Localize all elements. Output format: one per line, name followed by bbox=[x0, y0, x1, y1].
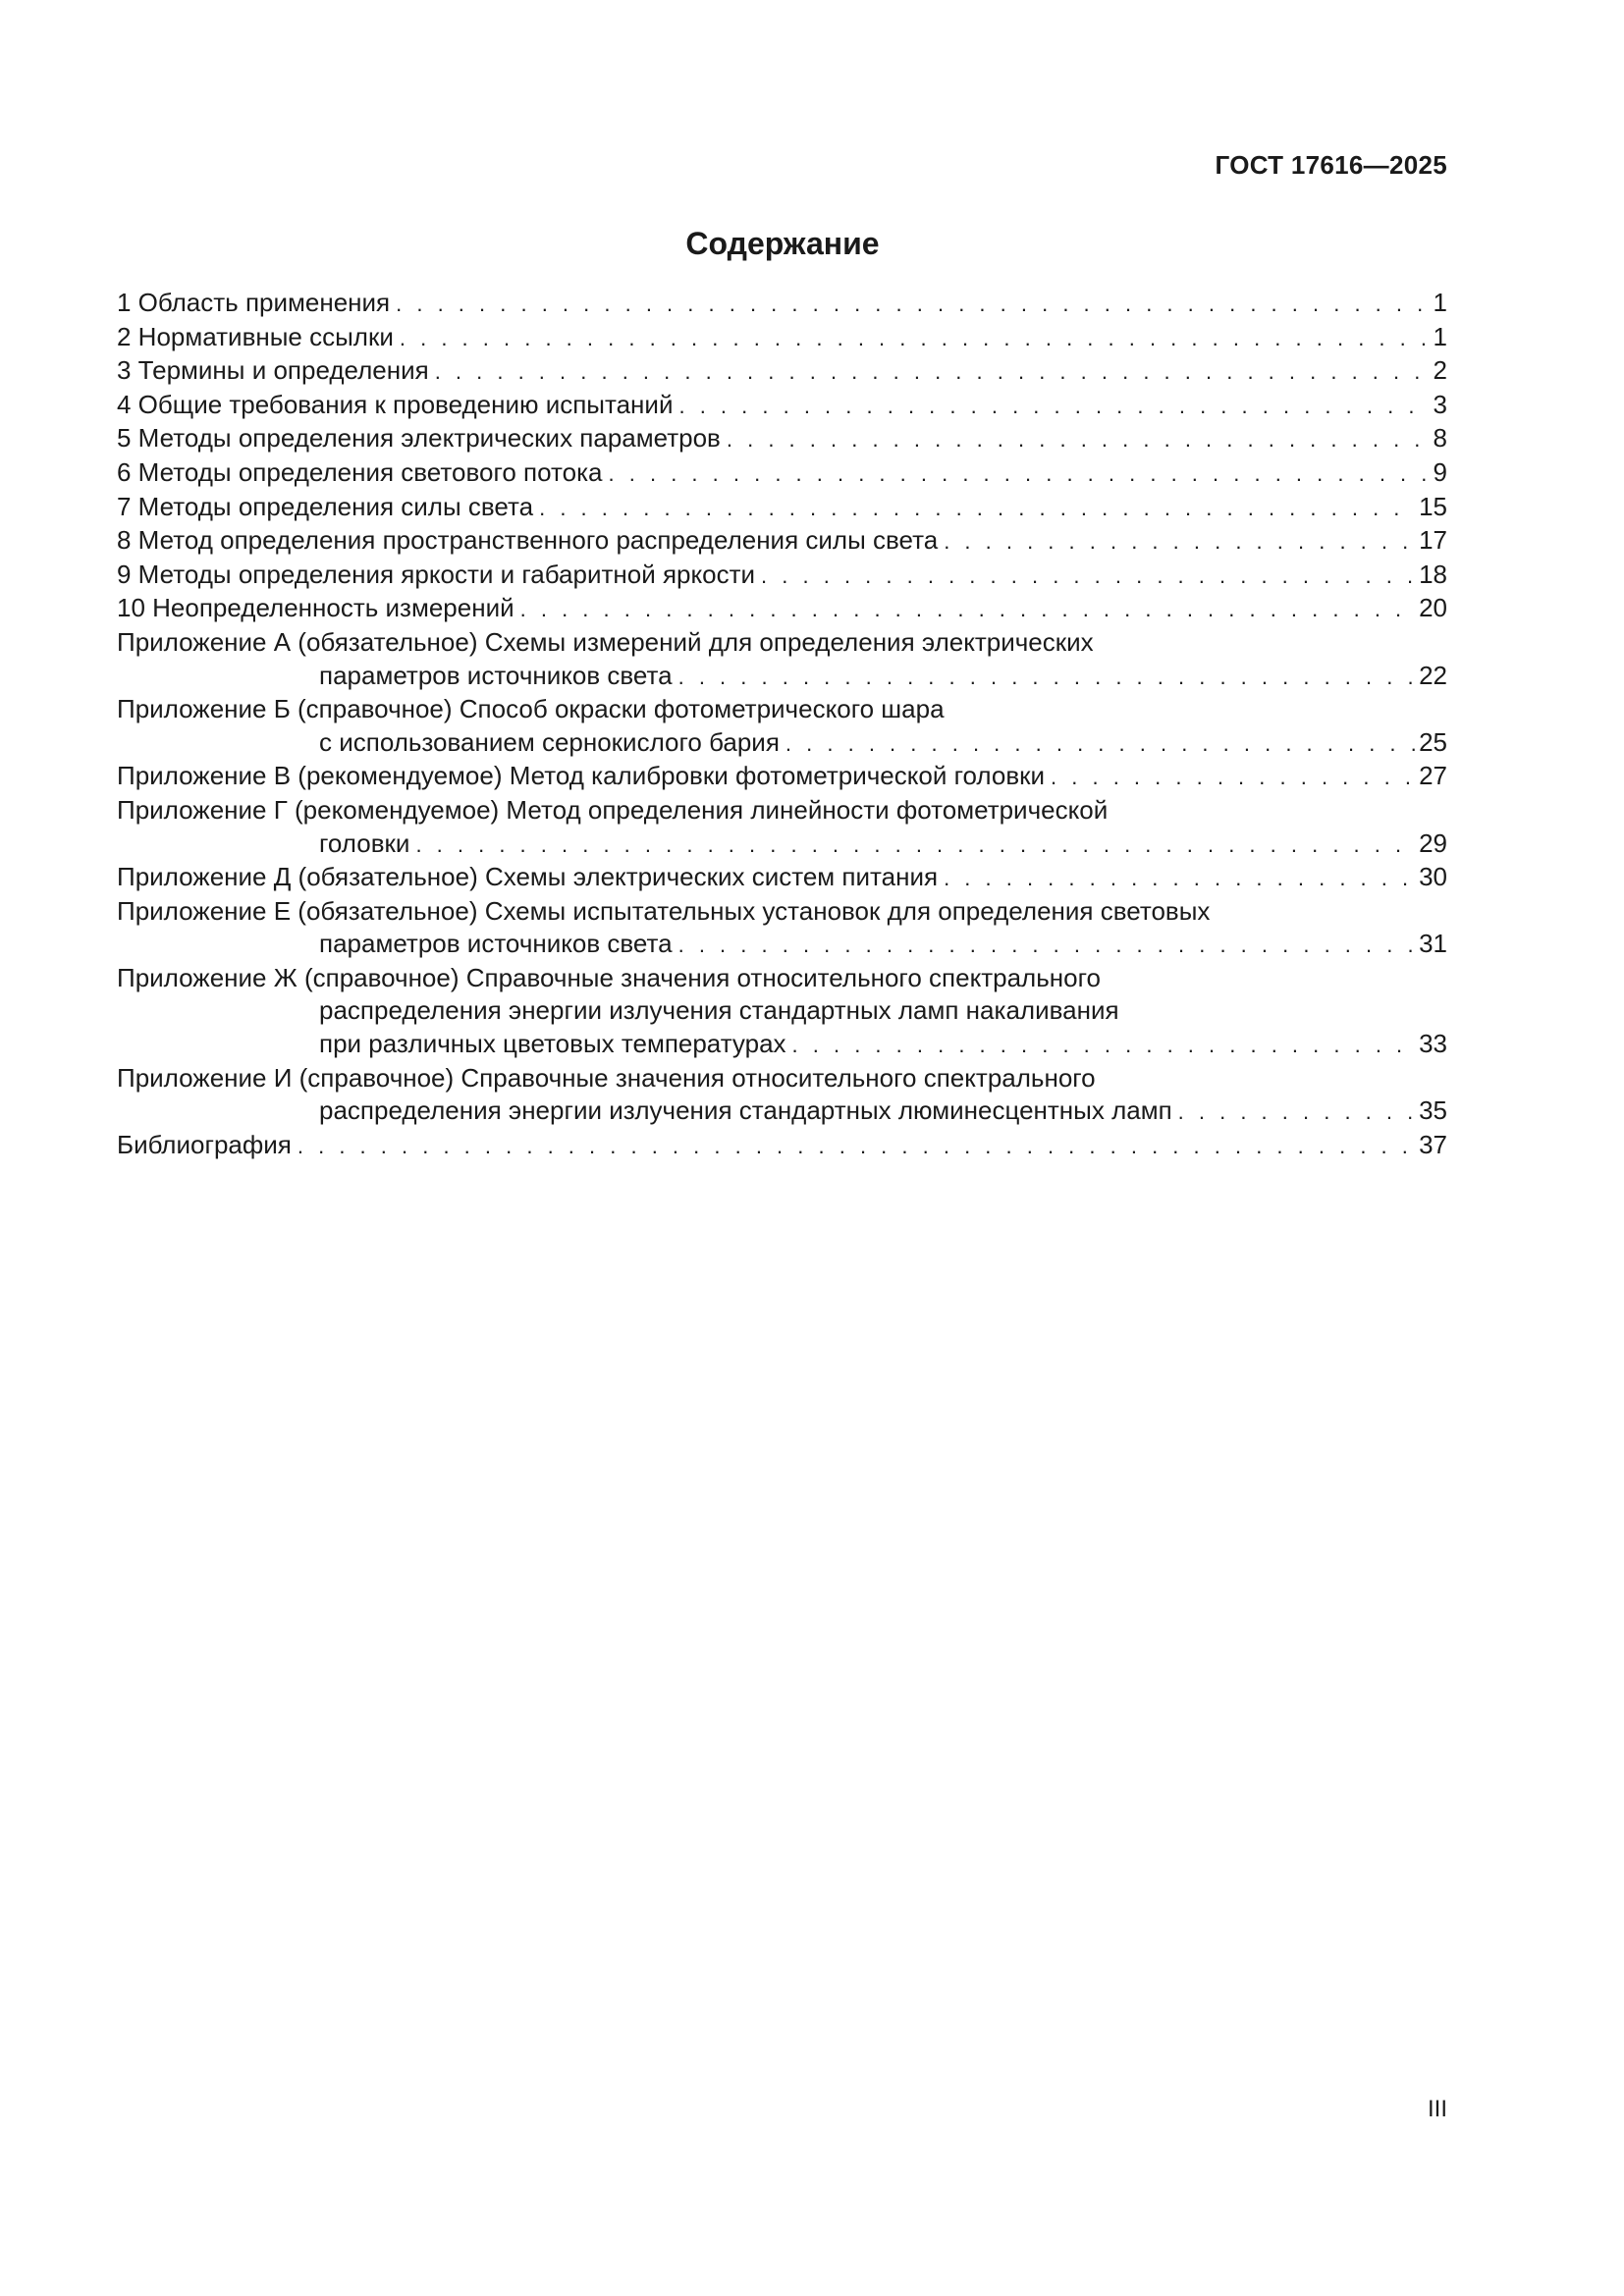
toc-entry[interactable] bbox=[117, 861, 1447, 895]
toc-dot-leader bbox=[792, 1029, 1417, 1062]
toc-entry-line bbox=[117, 456, 1447, 491]
toc-entry[interactable] bbox=[117, 389, 1447, 423]
toc-dot-leader bbox=[396, 288, 1430, 321]
toc-dot-leader bbox=[944, 525, 1416, 559]
toc-entry[interactable] bbox=[117, 287, 1447, 321]
toc-entry-line bbox=[117, 1062, 1447, 1095]
toc-entry-text: 4 Общие требования к проведению испытаний bbox=[117, 389, 674, 419]
toc-entry-text: Приложение Ж (справочное) Справочные значения относительного спектрального bbox=[117, 962, 1101, 992]
toc-entry-text: 6 Методы определения светового потока bbox=[117, 456, 603, 487]
toc-entry-line bbox=[117, 895, 1447, 929]
toc-entry-text: Приложение В (рекомендуемое) Метод калибровки фотометрической головки bbox=[117, 761, 1046, 791]
toc-entry[interactable] bbox=[117, 354, 1447, 389]
toc-entry-continuation-line bbox=[117, 994, 1447, 1028]
toc-entry-text: 9 Методы определения яркости и габаритной яркости bbox=[117, 559, 756, 589]
toc-page-number: 3 bbox=[1433, 389, 1447, 419]
toc-entry-line bbox=[117, 626, 1447, 660]
toc-entry-line bbox=[117, 354, 1447, 389]
toc-entry-line bbox=[117, 962, 1447, 995]
toc-entry-text: параметров источников света bbox=[319, 929, 673, 959]
toc-entry[interactable] bbox=[117, 895, 1447, 962]
toc-page-number: 27 bbox=[1419, 761, 1447, 791]
page-header-code: ГОСТ 17616—2025 bbox=[1215, 150, 1447, 180]
toc-dot-leader bbox=[761, 560, 1416, 593]
toc-entry[interactable] bbox=[117, 422, 1447, 456]
toc-entry-line bbox=[117, 559, 1447, 593]
toc-dot-leader bbox=[415, 828, 1416, 862]
toc-entry[interactable] bbox=[117, 456, 1447, 491]
toc-entry-line bbox=[117, 1129, 1447, 1163]
toc-page-number: 31 bbox=[1419, 929, 1447, 959]
toc-entry[interactable] bbox=[117, 1129, 1447, 1163]
toc-dot-leader bbox=[944, 862, 1416, 895]
toc-entry-line bbox=[117, 861, 1447, 895]
toc-entry[interactable] bbox=[117, 760, 1447, 794]
toc-entry[interactable] bbox=[117, 321, 1447, 355]
toc-entry-text: 2 Нормативные ссылки bbox=[117, 321, 394, 351]
toc-entry-line bbox=[117, 794, 1447, 828]
toc-entry-text: 1 Область применения bbox=[117, 288, 391, 317]
toc-dot-leader bbox=[1178, 1095, 1416, 1129]
toc-entry-text: с использованием сернокислого бария bbox=[319, 726, 780, 757]
table-of-contents bbox=[117, 287, 1447, 1162]
toc-dot-leader bbox=[1051, 761, 1416, 794]
toc-entry[interactable] bbox=[117, 794, 1447, 861]
toc-dot-leader bbox=[400, 322, 1431, 355]
toc-page-number: 35 bbox=[1419, 1095, 1447, 1126]
toc-dot-leader bbox=[609, 457, 1431, 491]
toc-page-number: 1 bbox=[1433, 288, 1447, 317]
toc-page-number: 2 bbox=[1433, 355, 1447, 386]
toc-entry-line bbox=[117, 760, 1447, 794]
toc-entry-text: 3 Термины и определения bbox=[117, 355, 429, 386]
toc-title: Содержание bbox=[685, 226, 880, 261]
toc-entry-continuation-line bbox=[117, 1028, 1447, 1062]
toc-entry-text: Приложение Б (справочное) Способ окраски фотометрического шара bbox=[117, 694, 945, 724]
toc-entry-line bbox=[117, 491, 1447, 525]
toc-entry[interactable] bbox=[117, 1062, 1447, 1129]
toc-entry-continuation-line bbox=[117, 1095, 1447, 1129]
toc-dot-leader bbox=[298, 1130, 1416, 1163]
toc-entry[interactable] bbox=[117, 693, 1447, 760]
toc-entry-text: Приложение И (справочное) Справочные значения относительного спектрального bbox=[117, 1062, 1096, 1093]
toc-page-number: 18 bbox=[1419, 559, 1447, 589]
toc-page-number: 8 bbox=[1433, 423, 1447, 454]
toc-entry-text: Приложение Г (рекомендуемое) Метод определения линейности фотометрической bbox=[117, 794, 1109, 825]
toc-page-number: 1 bbox=[1433, 321, 1447, 351]
toc-entry-text: распределения энергии излучения стандартных люминесцентных ламп bbox=[319, 1095, 1172, 1126]
toc-dot-leader bbox=[678, 390, 1430, 423]
toc-entry-text: 8 Метод определения пространственного распределения силы света bbox=[117, 525, 939, 556]
toc-page-number: 25 bbox=[1419, 726, 1447, 757]
toc-entry[interactable] bbox=[117, 491, 1447, 525]
toc-entry-continuation-line bbox=[117, 828, 1447, 862]
toc-page-number: 9 bbox=[1433, 456, 1447, 487]
toc-entry-text: 7 Методы определения силы света bbox=[117, 491, 534, 521]
toc-dot-leader bbox=[520, 593, 1416, 626]
toc-dot-leader bbox=[435, 355, 1431, 389]
toc-entry[interactable] bbox=[117, 524, 1447, 559]
toc-page-number: 33 bbox=[1419, 1029, 1447, 1059]
page-number: III bbox=[1427, 2096, 1447, 2122]
toc-page-number: 17 bbox=[1419, 525, 1447, 556]
toc-entry-text: 10 Неопределенность измерений bbox=[117, 593, 514, 623]
toc-entry-line bbox=[117, 389, 1447, 423]
toc-dot-leader bbox=[678, 929, 1416, 962]
toc-entry-continuation-line bbox=[117, 726, 1447, 761]
toc-entry-line bbox=[117, 321, 1447, 355]
toc-dot-leader bbox=[785, 727, 1416, 761]
toc-page-number: 15 bbox=[1419, 491, 1447, 521]
toc-entry-text: 5 Методы определения электрических параметров bbox=[117, 423, 721, 454]
toc-page-number: 30 bbox=[1419, 862, 1447, 892]
toc-entry-continuation-line bbox=[117, 928, 1447, 962]
toc-entry-line bbox=[117, 524, 1447, 559]
toc-entry-text: Приложение А (обязательное) Схемы измерений для определения электрических bbox=[117, 626, 1094, 657]
toc-page-number: 29 bbox=[1419, 828, 1447, 858]
toc-dot-leader bbox=[678, 661, 1416, 694]
toc-entry[interactable] bbox=[117, 626, 1447, 693]
toc-entry-text: параметров источников света bbox=[319, 660, 673, 690]
toc-entry-text: головки bbox=[319, 828, 410, 858]
toc-entry[interactable] bbox=[117, 962, 1447, 1062]
toc-dot-leader bbox=[727, 423, 1431, 456]
toc-entry-text: при различных цветовых температурах bbox=[319, 1029, 786, 1059]
toc-entry-text: распределения энергии излучения стандартных ламп накаливания bbox=[319, 995, 1119, 1026]
toc-entry-line bbox=[117, 422, 1447, 456]
toc-page-number: 20 bbox=[1419, 593, 1447, 623]
toc-dot-leader bbox=[539, 492, 1416, 525]
toc-entry-line bbox=[117, 693, 1447, 726]
toc-entry-continuation-line bbox=[117, 660, 1447, 694]
toc-entry-text: Библиография bbox=[117, 1129, 292, 1159]
toc-page-number: 37 bbox=[1419, 1129, 1447, 1159]
toc-entry-text: Приложение Е (обязательное) Схемы испытательных установок для определения световых bbox=[117, 895, 1211, 926]
toc-entry-line bbox=[117, 592, 1447, 626]
toc-entry[interactable] bbox=[117, 559, 1447, 593]
toc-entry-line bbox=[117, 287, 1447, 321]
toc-page-number: 22 bbox=[1419, 660, 1447, 690]
toc-entry-text: Приложение Д (обязательное) Схемы электрических систем питания bbox=[117, 862, 939, 892]
toc-entry[interactable] bbox=[117, 592, 1447, 626]
